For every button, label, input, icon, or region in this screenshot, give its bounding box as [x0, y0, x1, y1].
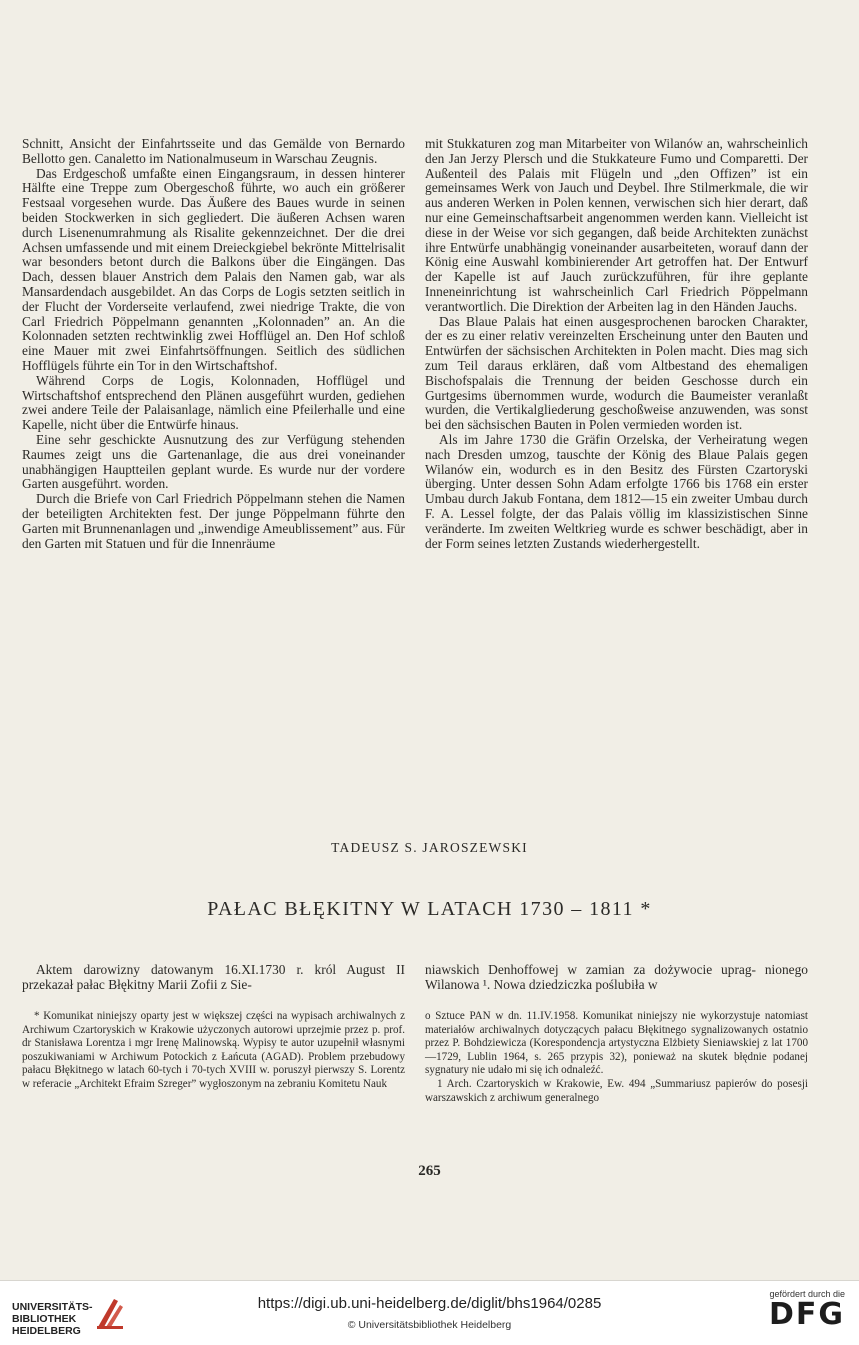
footnote: o Sztuce PAN w dn. 11.IV.1958. Komunikat niniejszy nie wykorzystuje natomiast materiałów archiwalnych dotyczących pałacu Błękitnego sygnalizowanych ostatnio przez P. Bohdziewicza (Korespondencja artystyczna Elżbiety Sieniawskiej z lat 1700—1729, Lublin 1964, s. 265 przypis 32), ponieważ na skutek błędnie podanej sygnatury nie udało mi się ich odnaleźć.	[425, 1010, 808, 1077]
paragraph: Schnitt, Ansicht der Einfahrtsseite und das Gemälde von Bernardo Bellotto gen. Canaletto im Nationalmuseum in Warschau Zeugnis.	[22, 136, 405, 166]
copyright-notice: © Universitätsbibliothek Heidelberg	[347, 1319, 512, 1331]
body-column-left	[22, 137, 405, 551]
footnotes-right	[425, 1010, 808, 1105]
intro-column-right	[425, 962, 808, 992]
page-number: 265	[418, 1163, 441, 1179]
paragraph: Eine sehr geschickte Ausnutzung des zur Verfügung stehenden Raumes zeigt uns die Gartenanlage, die aus drei voneinander unabhängigen Hauptteilen geplant wurde. Es wurde nur der vordere Garten ausgeführt. worden.	[22, 431, 405, 492]
logo-line: HEIDELBERG	[12, 1325, 81, 1337]
paragraph: niawskich Denhoffowej w zamian za dożywocie uprag- nionego Wilanowa ¹. Nowa dziedziczka poślubiła w	[425, 962, 808, 992]
article-title: PAŁAC BŁĘKITNY W LATACH 1730 – 1811 *	[207, 898, 652, 920]
footnotes-left	[22, 1010, 405, 1092]
paragraph: Während Corps de Logis, Kolonnaden, Hofflügel und Wirtschaftshof entsprechend den Plänen ausgeführt wurden, gediehen zwei andere Teile der Palaisanlage, nämlich eine Pfeilerhalle und eine Kapelle, nicht über die Entwürfe hinaus.	[22, 372, 405, 433]
intro-column-left	[22, 962, 405, 992]
footnote: * Komunikat niniejszy oparty jest w większej części na wypisach archiwalnych z Archiwum Czartoryskich w Krakowie użyczonych autorowi uprzejmie przez p. prof. dr Stanisława Lorentza i mgr Irenę Malinowską. Wypisy te autor uzupełnił własnymi poszukiwaniami w Archiwum Potockich z Łańcuta (AGAD). Problem przebudowy pałacu Błękitnego w latach 60-tych i 70-tych XVIII w. poruszył pierwszy S. Lorentz w referacie „Architekt Efraim Szreger” wygłoszonym na zebraniu Komitetu Nauk	[22, 1010, 405, 1090]
paragraph: Das Blaue Palais hat einen ausgesprochenen barocken Charakter, der es zu einer relativ vereinzelten Erscheinung unter den Bauten und Entwürfen der sächsischen Architekten in Polen macht. Dies mag sich zum Teil daraus erklären, daß vom Altbestand des ehemaligen Bischofspalais die Trennung der beiden Geschosse durch ein Gurtgesims übernommen wurde, wodurch die Baumeister veranlaßt wurden, die Vertikalgliederung geschoßweise anzuwenden, was sonst bei den sächsischen Bauten in Polen vermieden worden ist.	[425, 313, 808, 433]
logo-line: BIBLIOTHEK	[12, 1313, 77, 1325]
paragraph: Als im Jahre 1730 die Gräfin Orzelska, der Verheiratung wegen nach Dresden umzog, tauschte der König des Blaue Palais gegen Wilanów ein, wodurch es in den Besitz des Fürsten Czartoryski überging. Unter dessen Sohn Adam erfolgte 1766 bis 1768 ein erster Umbau durch Jakub Fontana, dem 1812—15 ein zweiter Umbau durch F. A. Lessel folgte, der das Palais völlig im klassizistischen Sinne veränderte. Im zweiten Weltkrieg wurde es schwer beschädigt, aber in der Form seines letzten Zustands wiederhergestellt.	[425, 431, 808, 551]
dfg-wordmark: DFG	[768, 1297, 845, 1332]
article-author: TADEUSZ S. JAROSZEWSKI	[331, 840, 528, 855]
footnote: 1 Arch. Czartoryskich w Krakowie, Ew. 494 „Summariusz papierów do posesji warszawskich z archiwum generalnego	[425, 1077, 808, 1104]
paragraph: Aktem darowizny datowanym 16.XI.1730 r. król August II przekazał pałac Błękitny Marii Zofii z Sie-	[22, 962, 405, 992]
viewer-footer	[0, 1280, 859, 1345]
dfg-logo[interactable]	[745, 1289, 845, 1341]
paragraph: Durch die Briefe von Carl Friedrich Pöppelmann stehen die Namen der beteiligten Architekten fest. Der junge Pöppelmann führte den Garten mit Brunnenanlagen und „inwendige Ameublissement” aus. Für den Garten mit Statuen und für die Innenräume	[22, 491, 405, 551]
paragraph: mit Stukkaturen zog man Mitarbeiter von Wilanów an, wahrscheinlich den Jan Jerzy Plersch und die Stukkateure Fumo und Comparetti. Der Außenteil des Palais mit Flügeln und „den Offizen” ist ein gemeinsames Werk von Jauch und Deybel. Ihre Stilmerkmale, die wir aus anderen Werken in Polen kennen, verwischen sich hier derart, daß nur eine Gemeinschaftsarbeit angenommen werden kann. Vielleicht ist diese in der Weise vor sich gegangen, daß beide Architekten zunächst ihre Entwürfe unabhängig voneinander ausarbeiteten, worauf dann der König eine Auswahl kombinierender Art getroffen hat. Der Entwurf der Kapelle ist auf Jauch zurückzuführen, für ihre geplante Inneneinrichtung ist wahrscheinlich Carl Friedrich Pöppelmann verantwortlich. Die Direktion der Arbeiten lag in den Händen Jauchs.	[425, 136, 808, 314]
permalink-url[interactable]: https://digi.ub.uni-heidelberg.de/diglit/bhs1964/0285	[257, 1295, 602, 1312]
body-column-right	[425, 137, 808, 551]
paragraph: Das Erdgeschoß umfaßte einen Eingangsraum, in dessen hinterer Hälfte eine Treppe zum Obergeschoß führte, wo auch ein größerer Festsaal vorgesehen wurde. Das Äußere des Baues wurde in seinen beiden Stockwerken in sich gegliedert. Die äußeren Achsen waren durch Lisenenumrahmung als Risalite gekennzeichnet. Der die drei Achsen umfassende und mit einem Dreieckgiebel bekrönte Mittelrisalit war besonders betont durch die Balkons über die Eingängen. Das Dach, dessen blauer Anstrich dem Palais den Namen gab, war als Mansardendach ausgebildet. An das Corps de Logis setzten seitlich in der Flucht der Vorderseite verlaufend, zwei niedrige Trakte, die von Carl Friedrich Pöppelmann genannten „Kolonnaden” an. An die Kolonnaden setzten rechtwinklig zwei Hofflügel an. Den Hof schloß eine Mauer mit zwei Einfahrtsöffnungen. Seitlich des südlichen Hofflügels führte ein Tor in den Wirtschaftshof.	[22, 165, 405, 373]
logo-line: UNIVERSITÄTS-	[12, 1301, 93, 1313]
dfg-caption: gefördert durch die	[769, 1289, 845, 1299]
